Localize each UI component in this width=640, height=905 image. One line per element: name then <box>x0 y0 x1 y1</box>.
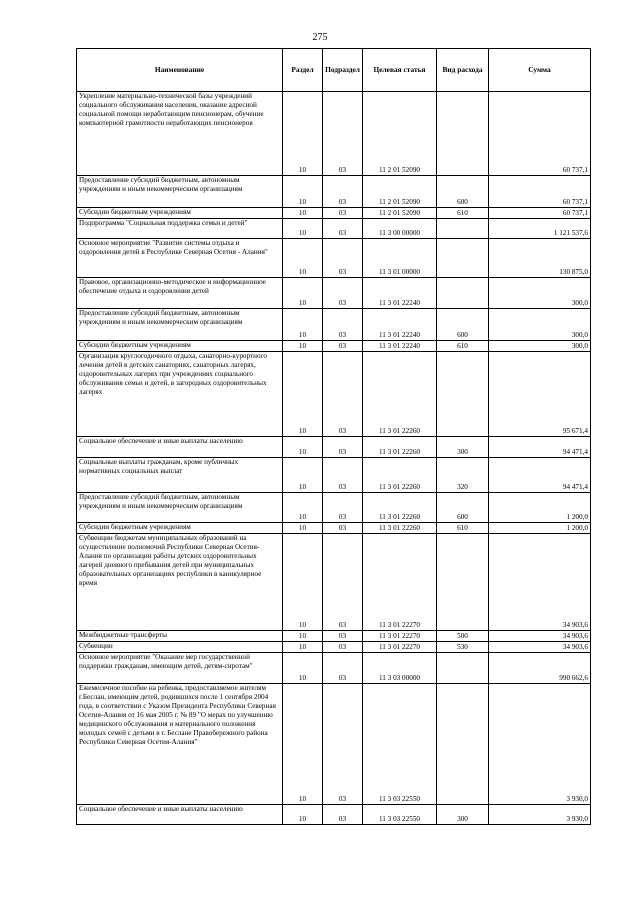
row-sum: 60 737,1 <box>489 208 591 219</box>
row-vid <box>437 92 489 176</box>
row-name: Основное мероприятие "Развитие системы отдыха и оздоровления детей в Республике Северная Осетия - Алания" <box>77 239 283 278</box>
row-target: 11 3 03 00000 <box>363 653 437 684</box>
row-target: 11 3 01 22270 <box>363 642 437 653</box>
table-row <box>77 437 591 458</box>
row-vid: 530 <box>437 642 489 653</box>
table-row <box>77 642 591 653</box>
row-podrazdel: 03 <box>323 352 363 437</box>
table-row <box>77 684 591 805</box>
row-sum: 95 671,4 <box>489 352 591 437</box>
header-podrazdel: Подраздел <box>323 49 363 92</box>
row-podrazdel: 03 <box>323 534 363 631</box>
row-razdel: 10 <box>283 278 323 309</box>
row-target: 11 3 01 22240 <box>363 278 437 309</box>
row-razdel: 10 <box>283 534 323 631</box>
row-razdel: 10 <box>283 684 323 805</box>
row-target: 11 3 01 22260 <box>363 523 437 534</box>
row-target: 11 3 01 22240 <box>363 341 437 352</box>
row-podrazdel: 03 <box>323 653 363 684</box>
row-vid <box>437 534 489 631</box>
header-target: Целевая статья <box>363 49 437 92</box>
row-name: Субсидии бюджетным учреждениям <box>77 208 283 219</box>
row-sum: 94 471,4 <box>489 458 591 493</box>
row-target: 11 3 01 22260 <box>363 493 437 523</box>
row-razdel: 10 <box>283 523 323 534</box>
row-name: Правовое, организационно-методическое и информационное обеспечение отдыха и оздоровления детей <box>77 278 283 309</box>
row-name: Укрепление материально-технической базы учреждений социального обслуживания населения, оказание адресной социальной помощи неработающим пенсионерам, обучение компьютерной грамотности неработающих пенсионеров <box>77 92 283 176</box>
row-razdel: 10 <box>283 805 323 825</box>
row-vid <box>437 653 489 684</box>
row-podrazdel: 03 <box>323 208 363 219</box>
row-sum: 3 930,0 <box>489 805 591 825</box>
row-target: 11 2 01 52090 <box>363 176 437 208</box>
row-vid <box>437 239 489 278</box>
table-row <box>77 805 591 825</box>
row-podrazdel: 03 <box>323 219 363 239</box>
row-vid <box>437 278 489 309</box>
budget-table <box>76 48 591 825</box>
row-razdel: 10 <box>283 176 323 208</box>
row-name: Субсидии бюджетным учреждениям <box>77 523 283 534</box>
row-name: Ежемесячное пособие на ребенка, предоставляемое жителям г.Беслан, имеющим детей, родившихся после 1 сентября 2004 года, в соответствии с Указом Президента Республики Северная Осетия-Алания от 16 мая 2005 г. № 89 "О мерах по улучшению медицинского обслуживания и материального положения молодых семей с детьми в г. Беслане Правобережного района Республики Северная Осетия-Алания" <box>77 684 283 805</box>
table-row <box>77 631 591 642</box>
header-name: Наименование <box>77 49 283 92</box>
row-razdel: 10 <box>283 352 323 437</box>
table-row <box>77 493 591 523</box>
row-vid: 610 <box>437 208 489 219</box>
row-target: 11 3 01 22260 <box>363 352 437 437</box>
row-razdel: 10 <box>283 653 323 684</box>
row-podrazdel: 03 <box>323 458 363 493</box>
row-name: Межбюджетные трансферты <box>77 631 283 642</box>
table-row <box>77 458 591 493</box>
row-razdel: 10 <box>283 239 323 278</box>
table-row <box>77 653 591 684</box>
row-podrazdel: 03 <box>323 309 363 341</box>
table-row <box>77 92 591 176</box>
row-name: Предоставление субсидий бюджетным, автономным учреждениям и иным некоммерческим организациям <box>77 176 283 208</box>
row-sum: 300,0 <box>489 341 591 352</box>
row-sum: 1 121 537,6 <box>489 219 591 239</box>
row-target: 11 3 01 22270 <box>363 631 437 642</box>
header-vid: Вид расхода <box>437 49 489 92</box>
row-podrazdel: 03 <box>323 239 363 278</box>
row-sum: 130 875,0 <box>489 239 591 278</box>
row-target: 11 3 01 22270 <box>363 534 437 631</box>
row-target: 11 2 01 52090 <box>363 92 437 176</box>
row-podrazdel: 03 <box>323 278 363 309</box>
row-sum: 300,0 <box>489 278 591 309</box>
table-row <box>77 239 591 278</box>
row-podrazdel: 03 <box>323 92 363 176</box>
row-vid: 300 <box>437 805 489 825</box>
table-row <box>77 278 591 309</box>
row-razdel: 10 <box>283 631 323 642</box>
row-vid <box>437 684 489 805</box>
row-target: 11 2 01 52090 <box>363 208 437 219</box>
table-row <box>77 352 591 437</box>
row-sum: 34 903,6 <box>489 642 591 653</box>
table-row <box>77 523 591 534</box>
row-sum: 3 930,0 <box>489 684 591 805</box>
row-target: 11 3 01 22240 <box>363 309 437 341</box>
row-podrazdel: 03 <box>323 437 363 458</box>
table-row <box>77 309 591 341</box>
row-podrazdel: 03 <box>323 684 363 805</box>
row-target: 11 3 01 00000 <box>363 239 437 278</box>
table-row <box>77 208 591 219</box>
row-razdel: 10 <box>283 642 323 653</box>
row-sum: 94 471,4 <box>489 437 591 458</box>
row-sum: 34 903,6 <box>489 631 591 642</box>
table-row <box>77 176 591 208</box>
row-target: 11 3 00 00000 <box>363 219 437 239</box>
table-row <box>77 341 591 352</box>
row-sum: 300,0 <box>489 309 591 341</box>
row-name: Подпрограмма "Социальная поддержка семьи и детей" <box>77 219 283 239</box>
row-target: 11 3 03 22550 <box>363 805 437 825</box>
row-sum: 1 200,0 <box>489 493 591 523</box>
row-name: Социальное обеспечение и иные выплаты населению <box>77 437 283 458</box>
row-sum: 60 737,1 <box>489 176 591 208</box>
row-vid: 500 <box>437 631 489 642</box>
table-header-row <box>77 49 591 92</box>
row-target: 11 3 01 22260 <box>363 437 437 458</box>
row-podrazdel: 03 <box>323 493 363 523</box>
table-row <box>77 534 591 631</box>
row-podrazdel: 03 <box>323 805 363 825</box>
row-name: Субвенции <box>77 642 283 653</box>
row-razdel: 10 <box>283 458 323 493</box>
row-vid: 610 <box>437 523 489 534</box>
row-name: Предоставление субсидий бюджетным, автономным учреждениям и иным некоммерческим организациям <box>77 493 283 523</box>
row-vid: 600 <box>437 493 489 523</box>
row-sum: 990 662,6 <box>489 653 591 684</box>
row-target: 11 3 01 22260 <box>363 458 437 493</box>
row-razdel: 10 <box>283 437 323 458</box>
table-row <box>77 219 591 239</box>
page-number: 275 <box>312 32 328 43</box>
row-podrazdel: 03 <box>323 642 363 653</box>
row-name: Предоставление субсидий бюджетным, автономным учреждениям и иным некоммерческим организациям <box>77 309 283 341</box>
row-razdel: 10 <box>283 341 323 352</box>
row-razdel: 10 <box>283 309 323 341</box>
row-name: Субсидии бюджетным учреждениям <box>77 341 283 352</box>
row-vid: 320 <box>437 458 489 493</box>
row-vid <box>437 219 489 239</box>
header-razdel: Раздел <box>283 49 323 92</box>
row-name: Основное мероприятие "Оказание мер государственной поддержки гражданам, имеющим детей, детям-сиротам" <box>77 653 283 684</box>
row-razdel: 10 <box>283 493 323 523</box>
row-vid: 600 <box>437 176 489 208</box>
row-target: 11 3 03 22550 <box>363 684 437 805</box>
row-podrazdel: 03 <box>323 176 363 208</box>
row-sum: 34 903,6 <box>489 534 591 631</box>
row-podrazdel: 03 <box>323 523 363 534</box>
row-podrazdel: 03 <box>323 631 363 642</box>
row-name: Социальные выплаты гражданам, кроме публичных нормативных социальных выплат <box>77 458 283 493</box>
row-vid <box>437 352 489 437</box>
row-vid: 300 <box>437 437 489 458</box>
row-razdel: 10 <box>283 92 323 176</box>
row-vid: 600 <box>437 309 489 341</box>
row-sum: 1 200,0 <box>489 523 591 534</box>
row-name: Социальное обеспечение и иные выплаты населению <box>77 805 283 825</box>
row-podrazdel: 03 <box>323 341 363 352</box>
row-razdel: 10 <box>283 208 323 219</box>
row-vid: 610 <box>437 341 489 352</box>
row-name: Субвенции бюджетам муниципальных образований на осуществление полномочий Республики Северная Осетия-Алания по организации работы детских оздоровительных лагерей дневного пребывания детей при муниципальных образовательных организациях республики в каникулярное время <box>77 534 283 631</box>
header-sum: Сумма <box>489 49 591 92</box>
row-sum: 60 737,1 <box>489 92 591 176</box>
row-name: Организация круглогодичного отдыха, санаторно-курортного лечения детей в детских санаториях, санаторных лагерях, оздоровительных лагерях при учреждениях социального обслуживания семьи и детей, в загородных оздоровительных лагерях <box>77 352 283 437</box>
row-razdel: 10 <box>283 219 323 239</box>
